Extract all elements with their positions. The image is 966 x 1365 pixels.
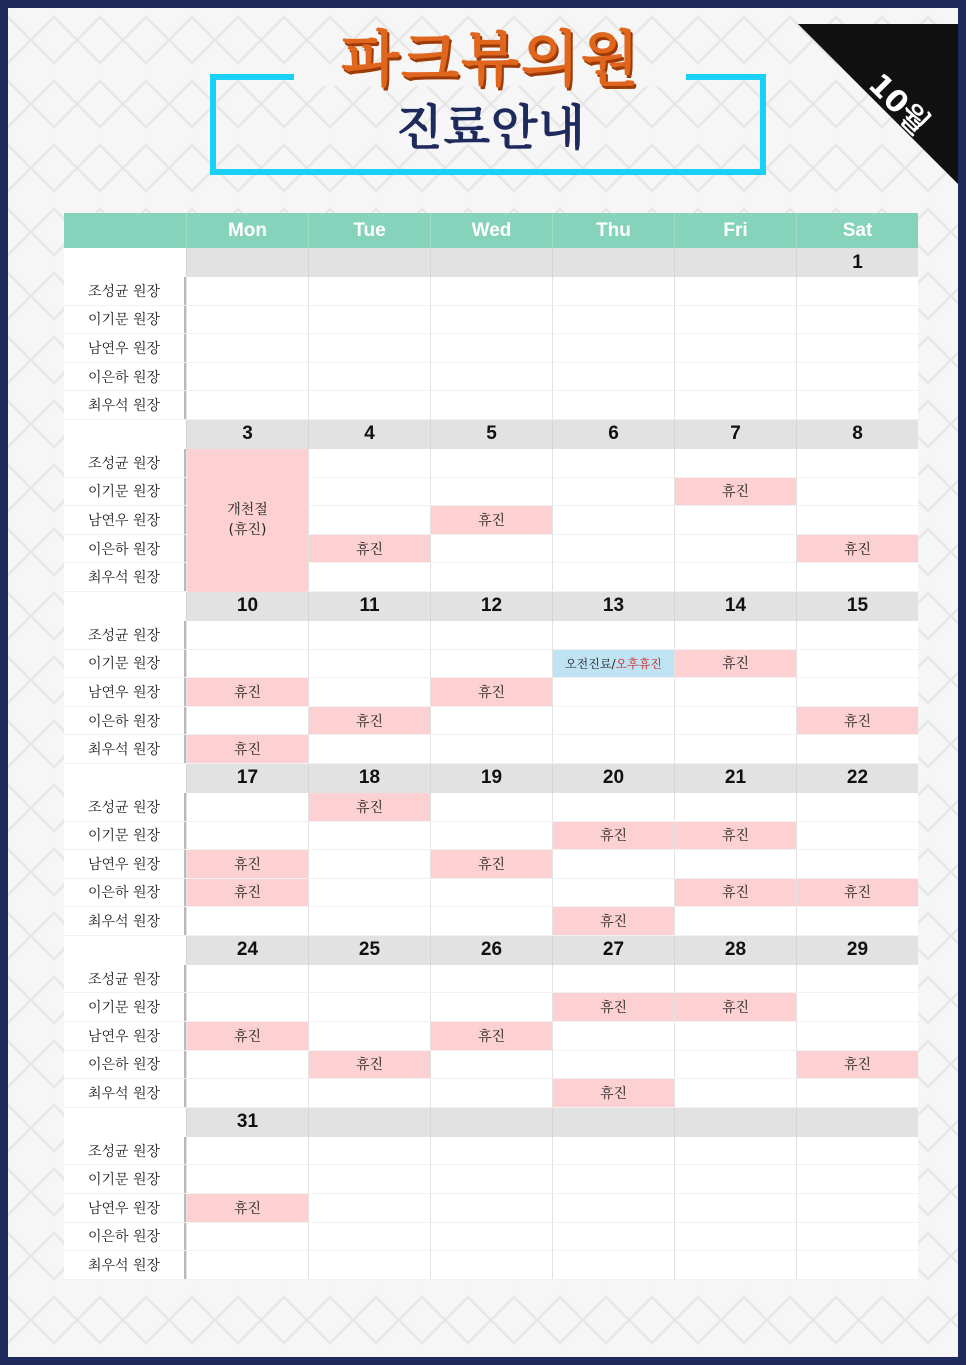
weekday-thu: Thu xyxy=(552,213,674,248)
schedule-cell xyxy=(552,621,674,649)
date-cell: 24 xyxy=(186,936,308,965)
schedule-cell xyxy=(552,1051,674,1079)
page-title: 진료안내 xyxy=(396,100,586,156)
doctor-name: 이기문 원장 xyxy=(64,478,186,506)
schedule-cell xyxy=(186,993,308,1021)
doctor-row xyxy=(64,1223,918,1252)
schedule-cell xyxy=(430,822,552,850)
doctor-name: 이기문 원장 xyxy=(64,650,186,678)
schedule-cell xyxy=(430,306,552,334)
closed-cell: 휴진 xyxy=(796,1051,918,1079)
schedule-cell xyxy=(430,965,552,993)
schedule-cell xyxy=(674,1051,796,1079)
doctor-name: 조성균 원장 xyxy=(64,277,186,305)
closed-cell: 휴진 xyxy=(308,707,430,735)
schedule-cell xyxy=(186,1079,308,1107)
schedule-cell xyxy=(796,363,918,391)
schedule-cell xyxy=(796,621,918,649)
schedule-cell xyxy=(796,1194,918,1222)
header-corner xyxy=(64,213,186,248)
closed-cell: 휴진 xyxy=(186,1194,308,1222)
doctor-row xyxy=(64,879,918,908)
schedule-cell xyxy=(674,1223,796,1251)
doctor-row xyxy=(64,277,918,306)
doctor-row xyxy=(64,1051,918,1080)
schedule-cell xyxy=(430,277,552,305)
date-cell xyxy=(796,1108,918,1137)
schedule-cell xyxy=(674,850,796,878)
closed-cell: 휴진 xyxy=(186,735,308,763)
doctor-row xyxy=(64,306,918,335)
date-cell: 4 xyxy=(308,420,430,449)
schedule-cell xyxy=(552,707,674,735)
schedule-cell xyxy=(552,306,674,334)
date-cell: 5 xyxy=(430,420,552,449)
schedule-cell xyxy=(186,334,308,362)
month-badge: 10월 xyxy=(861,67,936,142)
schedule-cell xyxy=(308,1194,430,1222)
schedule-cell xyxy=(552,1165,674,1193)
closed-cell: 휴진 xyxy=(552,993,674,1021)
date-cell xyxy=(674,1108,796,1137)
date-row xyxy=(64,248,918,277)
doctor-name: 조성균 원장 xyxy=(64,965,186,993)
weekday-header xyxy=(64,213,918,248)
date-cell xyxy=(308,248,430,277)
schedule-cell xyxy=(674,563,796,591)
closed-cell: 휴진 xyxy=(430,850,552,878)
schedule-cell xyxy=(430,391,552,419)
week-2 xyxy=(64,420,918,592)
doctor-name: 이기문 원장 xyxy=(64,822,186,850)
schedule-cell xyxy=(796,965,918,993)
doctor-name: 조성균 원장 xyxy=(64,1137,186,1165)
schedule-cell xyxy=(430,879,552,907)
schedule-cell xyxy=(552,793,674,821)
schedule-cell xyxy=(674,391,796,419)
schedule-cell xyxy=(430,334,552,362)
date-cell: 11 xyxy=(308,592,430,621)
date-cell: 29 xyxy=(796,936,918,965)
schedule-cell xyxy=(186,1251,308,1279)
doctor-row xyxy=(64,735,918,764)
schedule-cell xyxy=(308,1223,430,1251)
doctor-row xyxy=(64,907,918,936)
closed-cell: 휴진 xyxy=(796,535,918,563)
schedule-cell xyxy=(308,478,430,506)
date-cell: 15 xyxy=(796,592,918,621)
schedule-cell xyxy=(552,1251,674,1279)
doctor-row xyxy=(64,650,918,679)
schedule-cell xyxy=(796,563,918,591)
closed-cell: 휴진 xyxy=(674,650,796,678)
schedule-cell xyxy=(674,965,796,993)
schedule-cell xyxy=(186,306,308,334)
doctor-row xyxy=(64,707,918,736)
schedule-cell xyxy=(796,850,918,878)
schedule-cell xyxy=(430,563,552,591)
schedule-cell xyxy=(186,391,308,419)
schedule-cell xyxy=(674,621,796,649)
schedule-cell xyxy=(674,535,796,563)
closed-cell: 휴진 xyxy=(430,678,552,706)
half-day-cell xyxy=(552,650,674,678)
date-cell: 26 xyxy=(430,936,552,965)
doctor-name: 이은하 원장 xyxy=(64,535,186,563)
date-row xyxy=(64,592,918,621)
schedule-cell xyxy=(308,650,430,678)
closed-cell: 휴진 xyxy=(186,850,308,878)
schedule-cell xyxy=(430,1194,552,1222)
week-1 xyxy=(64,248,918,420)
schedule-cell xyxy=(552,277,674,305)
closed-cell: 휴진 xyxy=(552,1079,674,1107)
schedule-cell xyxy=(552,535,674,563)
doctor-row xyxy=(64,678,918,707)
schedule-cell xyxy=(552,850,674,878)
closed-cell: 휴진 xyxy=(430,506,552,534)
schedule-cell xyxy=(552,1223,674,1251)
doctor-name: 최우석 원장 xyxy=(64,735,186,763)
schedule-cell xyxy=(430,449,552,477)
doctor-name: 남연우 원장 xyxy=(64,334,186,362)
schedule-cell xyxy=(430,735,552,763)
doctor-row xyxy=(64,793,918,822)
doctor-row xyxy=(64,993,918,1022)
date-cell: 28 xyxy=(674,936,796,965)
schedule-cell xyxy=(308,1079,430,1107)
closed-cell: 휴진 xyxy=(796,707,918,735)
doctor-name: 남연우 원장 xyxy=(64,1022,186,1050)
month-ribbon xyxy=(798,24,958,184)
doctor-row xyxy=(64,1165,918,1194)
schedule-cell xyxy=(186,650,308,678)
doctor-row xyxy=(64,1022,918,1051)
schedule-cell xyxy=(308,735,430,763)
schedule-cell xyxy=(308,993,430,1021)
schedule-cell xyxy=(186,1137,308,1165)
schedule-calendar xyxy=(64,213,918,1280)
doctor-row xyxy=(64,363,918,392)
schedule-cell xyxy=(796,391,918,419)
closed-cell: 휴진 xyxy=(674,822,796,850)
schedule-cell xyxy=(796,1223,918,1251)
schedule-cell xyxy=(796,449,918,477)
schedule-cell xyxy=(186,277,308,305)
schedule-cell xyxy=(674,1022,796,1050)
doctor-name: 남연우 원장 xyxy=(64,506,186,534)
date-cell xyxy=(186,248,308,277)
schedule-cell xyxy=(796,1022,918,1050)
schedule-cell xyxy=(674,277,796,305)
schedule-cell xyxy=(674,1194,796,1222)
schedule-cell xyxy=(186,965,308,993)
schedule-cell xyxy=(430,621,552,649)
date-cell: 1 xyxy=(796,248,918,277)
schedule-cell xyxy=(552,1194,674,1222)
schedule-cell xyxy=(796,306,918,334)
schedule-cell xyxy=(796,1079,918,1107)
schedule-cell xyxy=(430,650,552,678)
schedule-cell xyxy=(674,907,796,935)
schedule-cell xyxy=(796,678,918,706)
schedule-cell xyxy=(308,822,430,850)
closed-cell: 휴진 xyxy=(674,879,796,907)
doctor-name: 이기문 원장 xyxy=(64,306,186,334)
schedule-cell xyxy=(430,1079,552,1107)
schedule-cell xyxy=(186,1223,308,1251)
doctor-name: 이기문 원장 xyxy=(64,1165,186,1193)
schedule-cell xyxy=(796,1137,918,1165)
doctor-row xyxy=(64,1194,918,1223)
holiday-merged-cell: 개천절 (휴진) xyxy=(187,449,308,592)
schedule-cell xyxy=(308,449,430,477)
date-cell xyxy=(552,248,674,277)
date-cell: 31 xyxy=(186,1108,308,1137)
date-cell: 18 xyxy=(308,764,430,793)
closed-cell: 휴진 xyxy=(186,1022,308,1050)
schedule-cell xyxy=(186,907,308,935)
schedule-cell xyxy=(308,678,430,706)
date-cell: 14 xyxy=(674,592,796,621)
schedule-cell xyxy=(674,735,796,763)
schedule-cell xyxy=(308,506,430,534)
schedule-cell xyxy=(308,391,430,419)
schedule-cell xyxy=(552,965,674,993)
closed-cell: 휴진 xyxy=(430,1022,552,1050)
doctor-name: 이은하 원장 xyxy=(64,1223,186,1251)
doctor-name: 이은하 원장 xyxy=(64,879,186,907)
schedule-cell xyxy=(308,965,430,993)
schedule-cell xyxy=(674,1251,796,1279)
schedule-cell xyxy=(430,1165,552,1193)
date-cell xyxy=(430,1108,552,1137)
date-cell: 17 xyxy=(186,764,308,793)
schedule-cell xyxy=(552,363,674,391)
schedule-cell xyxy=(552,334,674,362)
schedule-cell xyxy=(308,621,430,649)
date-cell: 13 xyxy=(552,592,674,621)
schedule-cell xyxy=(674,793,796,821)
weekday-wed: Wed xyxy=(430,213,552,248)
date-cell: 7 xyxy=(674,420,796,449)
schedule-cell xyxy=(186,822,308,850)
schedule-cell xyxy=(308,563,430,591)
weekday-fri: Fri xyxy=(674,213,796,248)
schedule-cell xyxy=(308,1137,430,1165)
doctor-name: 최우석 원장 xyxy=(64,391,186,419)
schedule-cell xyxy=(430,1251,552,1279)
doctor-name: 최우석 원장 xyxy=(64,563,186,591)
doctor-name: 이은하 원장 xyxy=(64,1051,186,1079)
schedule-cell xyxy=(186,621,308,649)
date-cell xyxy=(308,1108,430,1137)
schedule-cell xyxy=(674,449,796,477)
schedule-cell xyxy=(674,707,796,735)
week-6 xyxy=(64,1108,918,1280)
schedule-cell xyxy=(308,1165,430,1193)
schedule-cell xyxy=(430,793,552,821)
date-cell: 6 xyxy=(552,420,674,449)
schedule-cell xyxy=(674,1137,796,1165)
schedule-cell xyxy=(674,334,796,362)
date-cell: 12 xyxy=(430,592,552,621)
date-cell xyxy=(674,248,796,277)
schedule-cell xyxy=(308,1251,430,1279)
date-row xyxy=(64,420,918,449)
doctor-name: 조성균 원장 xyxy=(64,621,186,649)
schedule-cell xyxy=(186,1165,308,1193)
schedule-cell xyxy=(552,678,674,706)
schedule-cell xyxy=(674,506,796,534)
schedule-cell xyxy=(552,478,674,506)
doctor-name: 이기문 원장 xyxy=(64,993,186,1021)
schedule-cell xyxy=(796,822,918,850)
closed-cell: 휴진 xyxy=(186,678,308,706)
schedule-cell xyxy=(796,650,918,678)
schedule-cell xyxy=(308,334,430,362)
schedule-cell xyxy=(430,907,552,935)
date-row xyxy=(64,764,918,793)
doctor-row xyxy=(64,822,918,851)
date-cell: 22 xyxy=(796,764,918,793)
schedule-cell xyxy=(430,993,552,1021)
schedule-cell xyxy=(674,306,796,334)
doctor-name: 이은하 원장 xyxy=(64,363,186,391)
doctor-row xyxy=(64,334,918,363)
weekday-mon: Mon xyxy=(186,213,308,248)
morning-label: 오전진료/ xyxy=(565,656,616,671)
doctor-name: 남연우 원장 xyxy=(64,678,186,706)
schedule-cell xyxy=(430,363,552,391)
doctor-name: 이은하 원장 xyxy=(64,707,186,735)
schedule-cell xyxy=(308,879,430,907)
week-4 xyxy=(64,764,918,936)
doctor-name: 남연우 원장 xyxy=(64,850,186,878)
date-cell: 21 xyxy=(674,764,796,793)
doctor-row xyxy=(64,1137,918,1166)
schedule-cell xyxy=(796,277,918,305)
schedule-cell xyxy=(552,1137,674,1165)
schedule-cell xyxy=(796,1165,918,1193)
schedule-cell xyxy=(186,707,308,735)
date-cell: 19 xyxy=(430,764,552,793)
doctor-name: 최우석 원장 xyxy=(64,907,186,935)
schedule-cell xyxy=(430,535,552,563)
schedule-cell xyxy=(430,478,552,506)
closed-cell: 휴진 xyxy=(308,793,430,821)
week-3 xyxy=(64,592,918,764)
date-cell: 20 xyxy=(552,764,674,793)
closed-cell: 휴진 xyxy=(186,879,308,907)
date-cell: 3 xyxy=(186,420,308,449)
schedule-cell xyxy=(796,478,918,506)
date-row xyxy=(64,1108,918,1137)
schedule-cell xyxy=(430,707,552,735)
week-5 xyxy=(64,936,918,1108)
schedule-cell xyxy=(796,334,918,362)
schedule-cell xyxy=(552,735,674,763)
schedule-cell xyxy=(308,277,430,305)
doctor-name: 조성균 원장 xyxy=(64,449,186,477)
date-cell xyxy=(430,248,552,277)
schedule-cell xyxy=(308,363,430,391)
schedule-cell xyxy=(308,1022,430,1050)
date-cell: 8 xyxy=(796,420,918,449)
doctor-name: 최우석 원장 xyxy=(64,1079,186,1107)
date-cell: 10 xyxy=(186,592,308,621)
afternoon-off-label: 오후휴진 xyxy=(615,656,662,671)
schedule-cell xyxy=(552,563,674,591)
schedule-cell xyxy=(552,1022,674,1050)
schedule-cell xyxy=(308,850,430,878)
closed-cell: 휴진 xyxy=(674,993,796,1021)
schedule-cell xyxy=(674,1165,796,1193)
doctor-name: 조성균 원장 xyxy=(64,793,186,821)
clinic-name: 파크뷰의원 xyxy=(341,25,641,95)
doctor-row xyxy=(64,1079,918,1108)
date-cell: 27 xyxy=(552,936,674,965)
doctor-row xyxy=(64,391,918,420)
schedule-cell xyxy=(552,391,674,419)
schedule-cell xyxy=(796,1251,918,1279)
schedule-cell xyxy=(674,363,796,391)
doctor-row xyxy=(64,1251,918,1280)
schedule-cell xyxy=(796,993,918,1021)
schedule-cell xyxy=(796,793,918,821)
schedule-cell xyxy=(430,1137,552,1165)
schedule-cell xyxy=(552,879,674,907)
schedule-cell xyxy=(674,678,796,706)
schedule-cell xyxy=(186,363,308,391)
schedule-cell xyxy=(308,306,430,334)
closed-cell: 휴진 xyxy=(674,478,796,506)
schedule-cell xyxy=(186,793,308,821)
closed-cell: 휴진 xyxy=(552,822,674,850)
doctor-row xyxy=(64,850,918,879)
date-row xyxy=(64,936,918,965)
weekday-sat: Sat xyxy=(796,213,918,248)
closed-cell: 휴진 xyxy=(552,907,674,935)
schedule-cell xyxy=(674,1079,796,1107)
schedule-cell xyxy=(796,907,918,935)
schedule-cell xyxy=(186,1051,308,1079)
doctor-row xyxy=(64,621,918,650)
date-cell: 25 xyxy=(308,936,430,965)
doctor-name: 최우석 원장 xyxy=(64,1251,186,1279)
closed-cell: 휴진 xyxy=(308,535,430,563)
weekday-tue: Tue xyxy=(308,213,430,248)
doctor-name: 남연우 원장 xyxy=(64,1194,186,1222)
schedule-cell xyxy=(430,1051,552,1079)
schedule-cell xyxy=(552,506,674,534)
schedule-cell xyxy=(796,506,918,534)
closed-cell: 휴진 xyxy=(796,879,918,907)
closed-cell: 휴진 xyxy=(308,1051,430,1079)
schedule-cell xyxy=(430,1223,552,1251)
doctor-row xyxy=(64,965,918,994)
schedule-cell xyxy=(796,735,918,763)
schedule-cell xyxy=(552,449,674,477)
schedule-cell xyxy=(308,907,430,935)
date-cell xyxy=(552,1108,674,1137)
